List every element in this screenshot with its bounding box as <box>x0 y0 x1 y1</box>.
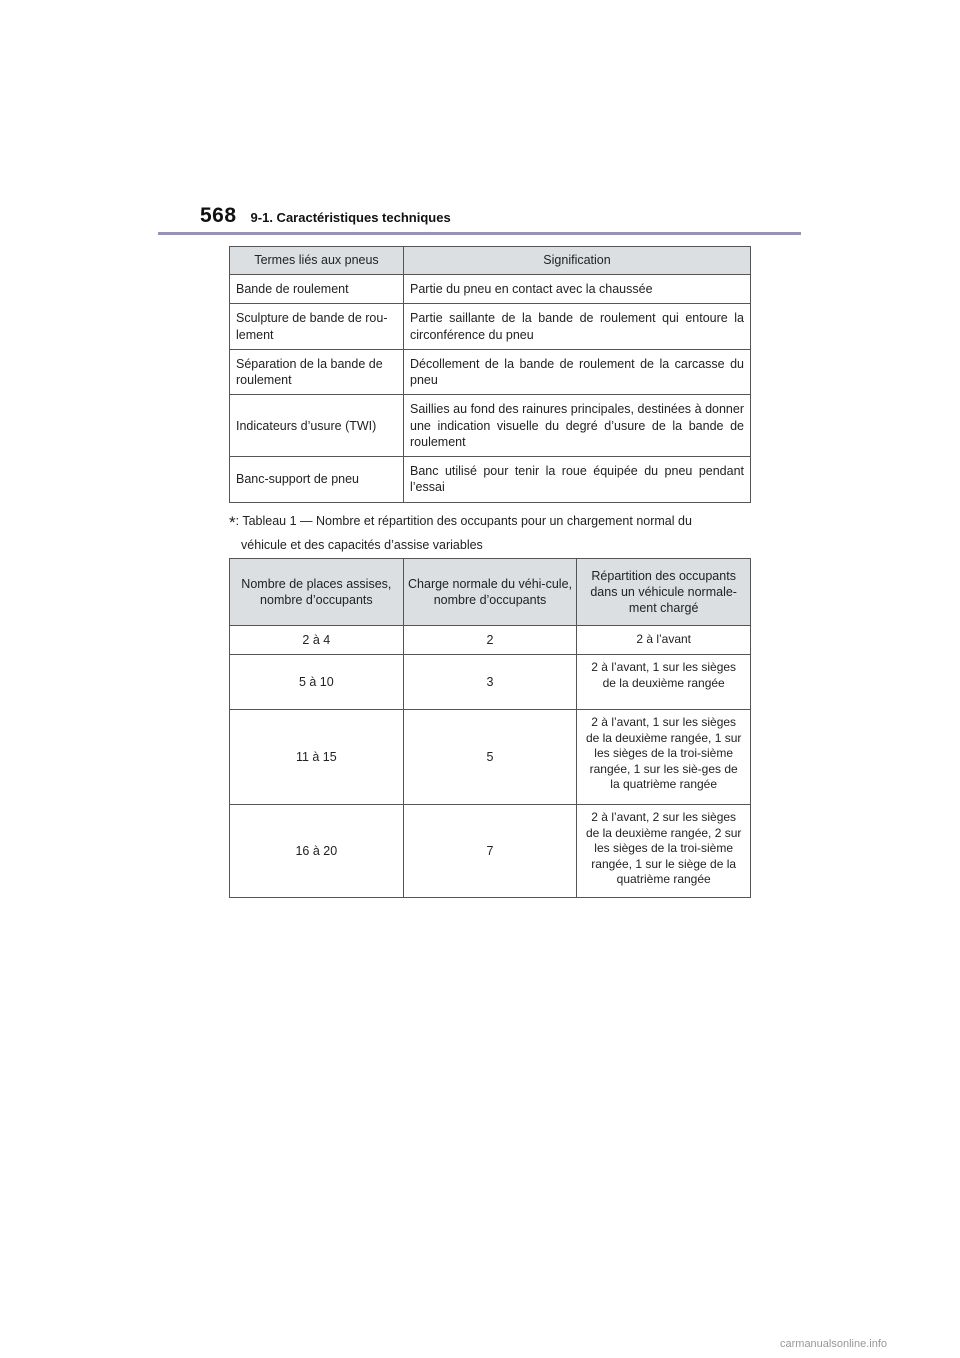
table-row <box>230 349 751 395</box>
table-row <box>230 457 751 503</box>
table-header-row <box>230 247 751 275</box>
watermark: carmanualsonline.info <box>780 1338 888 1350</box>
footnote <box>229 510 749 556</box>
column-header: Signification <box>404 247 751 275</box>
page-number: 568 <box>200 204 237 227</box>
term-cell: Indicateurs d’usure (TWI) <box>230 395 404 457</box>
seats-cell: 5 à 10 <box>230 655 404 710</box>
definition-cell: Banc utilisé pour tenir la roue équipée du pneu pendant l’essai <box>404 457 751 503</box>
section-title: 9-1. Caractéristiques techniques <box>250 210 451 225</box>
term-cell: Banc-support de pneu <box>230 457 404 503</box>
load-cell: 2 <box>403 626 577 655</box>
footnote-line-2: véhicule et des capacités d’assise variables <box>241 538 483 553</box>
page-header <box>200 204 451 232</box>
table-row <box>230 710 751 805</box>
column-header: Répartition des occupants dans un véhicule normale-ment chargé <box>577 559 751 626</box>
table-row <box>230 655 751 710</box>
table-row <box>230 275 751 304</box>
footnote-line-1: : Tableau 1 — Nombre et répartition des occupants pour un chargement normal du <box>235 514 692 528</box>
distribution-cell: 2 à l’avant, 1 sur les sièges de la deuxième rangée, 1 sur les sièges de la troi-sième rangée, 1 sur les siè-ges de la quatrième rangée <box>577 710 751 805</box>
definition-cell: Décollement de la bande de roulement de la carcasse du pneu <box>404 349 751 395</box>
definition-cell: Partie saillante de la bande de roulement qui entoure la circonférence du pneu <box>404 304 751 350</box>
term-cell: Bande de roulement <box>230 275 404 304</box>
table-row <box>230 805 751 898</box>
term-cell: Sculpture de bande de rou-lement <box>230 304 404 350</box>
occupants-table <box>229 558 751 898</box>
column-header: Nombre de places assises, nombre d’occupants <box>230 559 404 626</box>
table-header-row <box>230 559 751 626</box>
definition-cell: Partie du pneu en contact avec la chaussée <box>404 275 751 304</box>
load-cell: 3 <box>403 655 577 710</box>
definition-cell: Saillies au fond des rainures principales, destinées à donner une indication visuelle du degré d’usure de la bande de roulement <box>404 395 751 457</box>
load-cell: 5 <box>403 710 577 805</box>
tire-terms-table <box>229 246 751 503</box>
table-row <box>230 395 751 457</box>
header-rule <box>158 232 801 235</box>
seats-cell: 2 à 4 <box>230 626 404 655</box>
distribution-cell: 2 à l’avant, 1 sur les sièges de la deuxième rangée <box>577 655 751 710</box>
load-cell: 7 <box>403 805 577 898</box>
distribution-cell: 2 à l’avant, 2 sur les sièges de la deuxième rangée, 2 sur les sièges de la troi-sième rangée, 1 sur le siège de la quatrième rangée <box>577 805 751 898</box>
table-row <box>230 304 751 350</box>
seats-cell: 11 à 15 <box>230 710 404 805</box>
footnote-marker: * <box>229 513 236 532</box>
term-cell: Séparation de la bande de roulement <box>230 349 404 395</box>
distribution-cell: 2 à l’avant <box>577 626 751 655</box>
column-header: Charge normale du véhi-cule, nombre d’occupants <box>403 559 577 626</box>
table-row <box>230 626 751 655</box>
column-header: Termes liés aux pneus <box>230 247 404 275</box>
seats-cell: 16 à 20 <box>230 805 404 898</box>
